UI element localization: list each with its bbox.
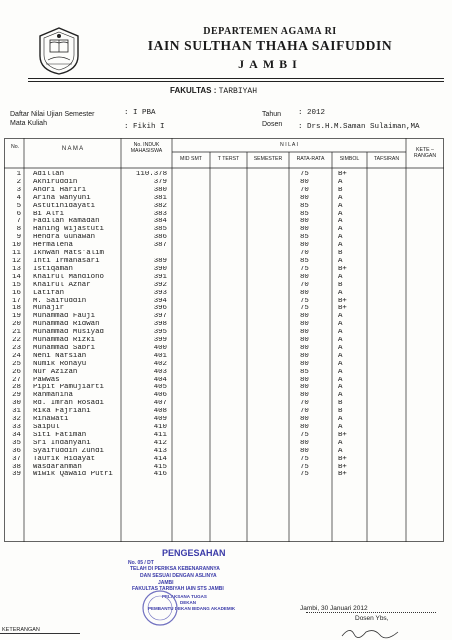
grade-symbol: A [338, 416, 343, 424]
student-id: 405 [153, 384, 167, 392]
course-label: Mata Kuliah [10, 120, 47, 127]
row-number: 12 [12, 257, 21, 265]
student-id: 379 [153, 178, 167, 186]
average-grade: 80 [300, 360, 309, 368]
student-id: 406 [153, 392, 167, 400]
average-grade: 80 [300, 376, 309, 384]
student-id: 397 [153, 313, 167, 321]
average-grade: 80 [300, 194, 309, 202]
grade-symbol: A [338, 447, 343, 455]
col-header-rata: RATA-RATA [296, 156, 325, 162]
student-name: Muhammad Rizki [33, 337, 96, 345]
student-id: 416 [153, 471, 167, 479]
year-value: : 2012 [298, 109, 326, 117]
student-name: Wiwik Qawaid Putri [33, 471, 113, 479]
row-number: 8 [16, 226, 21, 234]
average-grade: 80 [300, 352, 309, 360]
lecturer-label: Dosen [262, 121, 283, 128]
student-id: 393 [153, 289, 167, 297]
semester-value: : I PBA [124, 109, 156, 117]
average-grade: 70 [300, 250, 309, 258]
row-number: 19 [12, 313, 21, 321]
grade-symbol: A [338, 329, 343, 337]
student-name: Andri Hariri [33, 186, 87, 194]
student-name: Adillah [33, 171, 65, 178]
stamp-seal-icon [138, 588, 182, 628]
average-grade: 80 [300, 392, 309, 400]
average-grade: 75 [300, 171, 309, 178]
average-grade: 80 [300, 178, 309, 186]
stamp-line: JAMBI [158, 580, 174, 586]
average-grade: 80 [300, 447, 309, 455]
col-header-no: No. [10, 144, 20, 150]
student-id: 396 [153, 305, 167, 313]
student-id: 390 [153, 265, 167, 273]
grade-symbol: B [338, 250, 343, 258]
average-grade: 80 [300, 439, 309, 447]
average-grade: 70 [300, 186, 309, 194]
student-id: 110.378 [135, 171, 167, 178]
grade-symbol: A [338, 376, 343, 384]
stamp-title: PENGESAHAN [162, 548, 226, 558]
grade-symbol: A [338, 242, 343, 250]
average-grade: 75 [300, 455, 309, 463]
student-id: 411 [153, 431, 167, 439]
student-id: 387 [153, 242, 167, 250]
grade-symbol: A [338, 313, 343, 321]
student-id: 384 [153, 218, 167, 226]
student-id: 385 [153, 226, 167, 234]
grade-symbol: A [338, 368, 343, 376]
average-grade: 85 [300, 257, 309, 265]
row-number: 34 [12, 431, 21, 439]
student-name: Khairul Azhar [33, 281, 91, 289]
row-number: 28 [12, 384, 21, 392]
average-grade: 80 [300, 337, 309, 345]
student-name: Khairul Mahdiono [33, 273, 104, 281]
student-name: Muhammad Musiyad [33, 329, 104, 337]
grade-symbol: A [338, 210, 343, 218]
row-number: 16 [12, 289, 21, 297]
grade-symbol: A [338, 337, 343, 345]
average-grade: 80 [300, 218, 309, 226]
student-name: Wasdarahmah [33, 463, 82, 471]
no-column [7, 171, 21, 479]
average-grade: 85 [300, 210, 309, 218]
student-id-column [124, 171, 167, 479]
row-number: 9 [16, 234, 21, 242]
institute-name: IAIN SULTHAN THAHA SAIFUDDIN [147, 38, 393, 53]
row-number: 2 [16, 178, 21, 186]
student-id: 395 [153, 329, 167, 337]
student-name: Muhammad Fauji [33, 313, 96, 321]
grade-symbol: A [338, 344, 343, 352]
col-header-nama: N A M A [61, 146, 84, 152]
student-id: 407 [153, 400, 167, 408]
student-name: Istiqamah [33, 265, 73, 273]
student-id: 413 [153, 447, 167, 455]
student-id: 414 [153, 455, 167, 463]
average-grade: 85 [300, 368, 309, 376]
grade-symbol: B+ [338, 463, 347, 471]
grade-symbol: B [338, 408, 343, 416]
average-grade: 80 [300, 226, 309, 234]
average-grade: 75 [300, 471, 309, 479]
row-number: 24 [12, 352, 21, 360]
row-number: 27 [12, 376, 21, 384]
average-grade: 75 [300, 265, 309, 273]
student-id: 412 [153, 439, 167, 447]
average-grade: 80 [300, 273, 309, 281]
student-id: 380 [153, 186, 167, 194]
footer-rule [0, 633, 80, 634]
grade-symbol: B [338, 400, 343, 408]
average-grade: 85 [300, 202, 309, 210]
student-name: Bi Alfi [33, 210, 65, 218]
lecturer-value: : Drs.H.M.Saman Sulaiman,MA [298, 123, 420, 131]
row-number: 1 [16, 171, 21, 178]
col-header-terst: T TERST [217, 156, 240, 162]
header-rule [28, 78, 444, 79]
faculty-line [170, 86, 257, 96]
student-name: Haning Wijastuti [33, 226, 104, 234]
row-number: 36 [12, 447, 21, 455]
row-number: 17 [12, 297, 21, 305]
student-id [124, 250, 167, 258]
grade-symbol: B+ [338, 455, 347, 463]
row-number: 10 [12, 242, 21, 250]
student-id: 383 [153, 210, 167, 218]
row-number: 18 [12, 305, 21, 313]
grade-symbol: B+ [338, 471, 347, 479]
grade-symbol: A [338, 321, 343, 329]
col-header-mid: MID SMT [180, 156, 202, 162]
student-id: 408 [153, 408, 167, 416]
row-number: 11 [12, 250, 21, 258]
grade-symbol: B+ [338, 265, 347, 273]
stamp-line: DEKAN [180, 600, 197, 605]
grade-symbol: B+ [338, 297, 347, 305]
col-header-nilai: N I L A I [280, 142, 298, 148]
student-name: Fadilah Ramadan [33, 218, 100, 226]
grade-symbol: A [338, 439, 343, 447]
stamp-line: FAKULTAS TARBIYAH IAIN STS JAMBI [132, 586, 224, 592]
average-grade: 80 [300, 313, 309, 321]
row-number: 14 [12, 273, 21, 281]
student-name: Syaifuddin Zuhdi [33, 447, 104, 455]
student-name: Akhiruddin [33, 178, 78, 186]
grade-symbol: B [338, 186, 343, 194]
city-name: JAMBI [238, 57, 302, 71]
student-id: 400 [153, 344, 167, 352]
grade-symbol: B+ [338, 305, 347, 313]
row-number: 13 [12, 265, 21, 273]
grade-symbol: B+ [338, 431, 347, 439]
student-name: Numik Rohayu [33, 360, 87, 368]
average-grade: 85 [300, 234, 309, 242]
row-number: 7 [16, 218, 21, 226]
row-number: 4 [16, 194, 21, 202]
row-number: 39 [12, 471, 21, 479]
student-id: 398 [153, 321, 167, 329]
row-number: 37 [12, 455, 21, 463]
grade-symbol: A [338, 178, 343, 186]
stamp-line: PEMBANTU DEKAN BIDANG AKADEMIK [148, 606, 236, 611]
student-id: 415 [153, 463, 167, 471]
student-id: 399 [153, 337, 167, 345]
average-grade: 75 [300, 431, 309, 439]
grade-symbol: A [338, 424, 343, 431]
grade-symbol: A [338, 352, 343, 360]
student-name: Rinawati [33, 416, 69, 424]
grade-symbol: A [338, 202, 343, 210]
name-column [33, 171, 125, 479]
student-id: 402 [153, 360, 167, 368]
student-name: Sri Indahyani [33, 439, 91, 447]
student-id: 389 [153, 257, 167, 265]
average-grade: 75 [300, 463, 309, 471]
student-name: Hermalena [33, 242, 73, 250]
student-id: 404 [153, 376, 167, 384]
row-number: 33 [12, 424, 21, 431]
average-grade: 80 [300, 424, 309, 431]
average-grade: 70 [300, 281, 309, 289]
student-name: Rahmanina [33, 392, 73, 400]
col-header-induk: No. INDUK MAHASISWA [130, 142, 163, 154]
average-column [300, 171, 324, 479]
row-number: 22 [12, 337, 21, 345]
student-name: Rd. Imran Rosadi [33, 400, 104, 408]
student-name: Pipit Pamujiarti [33, 384, 104, 392]
average-grade: 75 [300, 297, 309, 305]
symbol-column [338, 171, 362, 479]
row-number: 29 [12, 392, 21, 400]
faculty-label: FAKULTAS : [170, 86, 217, 95]
year-label: Tahun [262, 111, 282, 118]
average-grade: 70 [300, 408, 309, 416]
average-grade: 80 [300, 321, 309, 329]
row-number: 3 [16, 186, 21, 194]
student-id: 394 [153, 297, 167, 305]
col-header-tafsiran: TAFSIRAN [373, 156, 400, 162]
row-number: 25 [12, 360, 21, 368]
row-number: 38 [12, 463, 21, 471]
student-name: Nur Azizah [33, 368, 78, 376]
header-rule-thin [28, 81, 444, 82]
student-id: 382 [153, 202, 167, 210]
row-number: 5 [16, 202, 21, 210]
row-number: 15 [12, 281, 21, 289]
row-number: 21 [12, 329, 21, 337]
average-grade: 80 [300, 329, 309, 337]
place-date: Jambi, 30 Januari 2012 [300, 605, 368, 612]
approval-stamp [128, 548, 298, 628]
notes-label: KETERANGAN [2, 627, 40, 633]
student-name: Ikhwan Mats'alim [33, 250, 104, 258]
student-id: 409 [153, 416, 167, 424]
col-header-keterangan: KETE – RANGAN [413, 147, 437, 159]
stamp-number: No. 05 / DT [128, 560, 154, 566]
grade-symbol: A [338, 257, 343, 265]
student-id: 391 [153, 273, 167, 281]
student-name: Saipul [33, 424, 60, 431]
grade-symbol: B+ [338, 171, 347, 178]
student-name: Muhajir [33, 305, 65, 313]
student-name: Latifah [33, 289, 65, 297]
grade-symbol: A [338, 194, 343, 202]
row-number: 31 [12, 408, 21, 416]
row-number: 32 [12, 416, 21, 424]
grade-symbol: A [338, 218, 343, 226]
average-grade: 80 [300, 344, 309, 352]
student-id: 403 [153, 368, 167, 376]
student-name: Pawwas [33, 376, 60, 384]
average-grade: 80 [300, 289, 309, 297]
grade-symbol: A [338, 226, 343, 234]
student-name: Astutihidayati [33, 202, 96, 210]
student-id: 386 [153, 234, 167, 242]
grade-symbol: A [338, 392, 343, 400]
average-grade: 80 [300, 242, 309, 250]
grade-symbol: B [338, 281, 343, 289]
average-grade: 80 [300, 416, 309, 424]
student-id: 381 [153, 194, 167, 202]
average-grade: 75 [300, 305, 309, 313]
student-name: Inti Irmanasari [33, 257, 100, 265]
row-number: 30 [12, 400, 21, 408]
grade-symbol: A [338, 384, 343, 392]
stamp-line: TELAH DI PERIKSA KEBENARANNYA [130, 566, 220, 572]
student-id: 410 [153, 424, 167, 431]
student-id: 392 [153, 281, 167, 289]
row-number: 20 [12, 321, 21, 329]
grade-symbol: A [338, 289, 343, 297]
average-grade: 80 [300, 384, 309, 392]
institution-logo [36, 26, 82, 76]
course-value: : Fikih I [124, 123, 165, 131]
student-name: Neni Nafsiah [33, 352, 87, 360]
grade-symbol: A [338, 234, 343, 242]
grade-symbol: A [338, 360, 343, 368]
grade-symbol: A [338, 273, 343, 281]
student-id: 401 [153, 352, 167, 360]
signature-scribble [340, 626, 400, 640]
row-number: 26 [12, 368, 21, 376]
student-name: Muhammad Ridwan [33, 321, 100, 329]
row-number: 6 [16, 210, 21, 218]
stamp-line: PELAKSANA TUGAS [162, 594, 207, 599]
average-grade: 70 [300, 400, 309, 408]
col-header-semester: SEMESTER [253, 156, 283, 162]
student-name: Siti Fatimah [33, 431, 87, 439]
student-name: Arina wahyuni [33, 194, 91, 202]
semester-label: Daftar Nilai Ujian Semester [10, 111, 95, 118]
col-header-simbol: SIMBOL [339, 156, 360, 162]
student-name: Rika Fajriani [33, 408, 91, 416]
department-name: DEPARTEMEN AGAMA RI [203, 26, 337, 37]
student-name: Muhammad Sabri [33, 344, 96, 352]
student-name: Taufik Hidayat [33, 455, 96, 463]
date-underline [306, 612, 436, 613]
student-name: Hendra Gunawan [33, 234, 96, 242]
student-name: M. Saifuddin [33, 297, 87, 305]
stamp-line: DAN SESUAI DENGAN ASLINYA [140, 573, 217, 579]
lecturer-signature-label: Dosen Ybs, [355, 615, 389, 622]
row-number: 23 [12, 344, 21, 352]
row-number: 35 [12, 439, 21, 447]
faculty-value: TARBIYAH [218, 87, 258, 96]
